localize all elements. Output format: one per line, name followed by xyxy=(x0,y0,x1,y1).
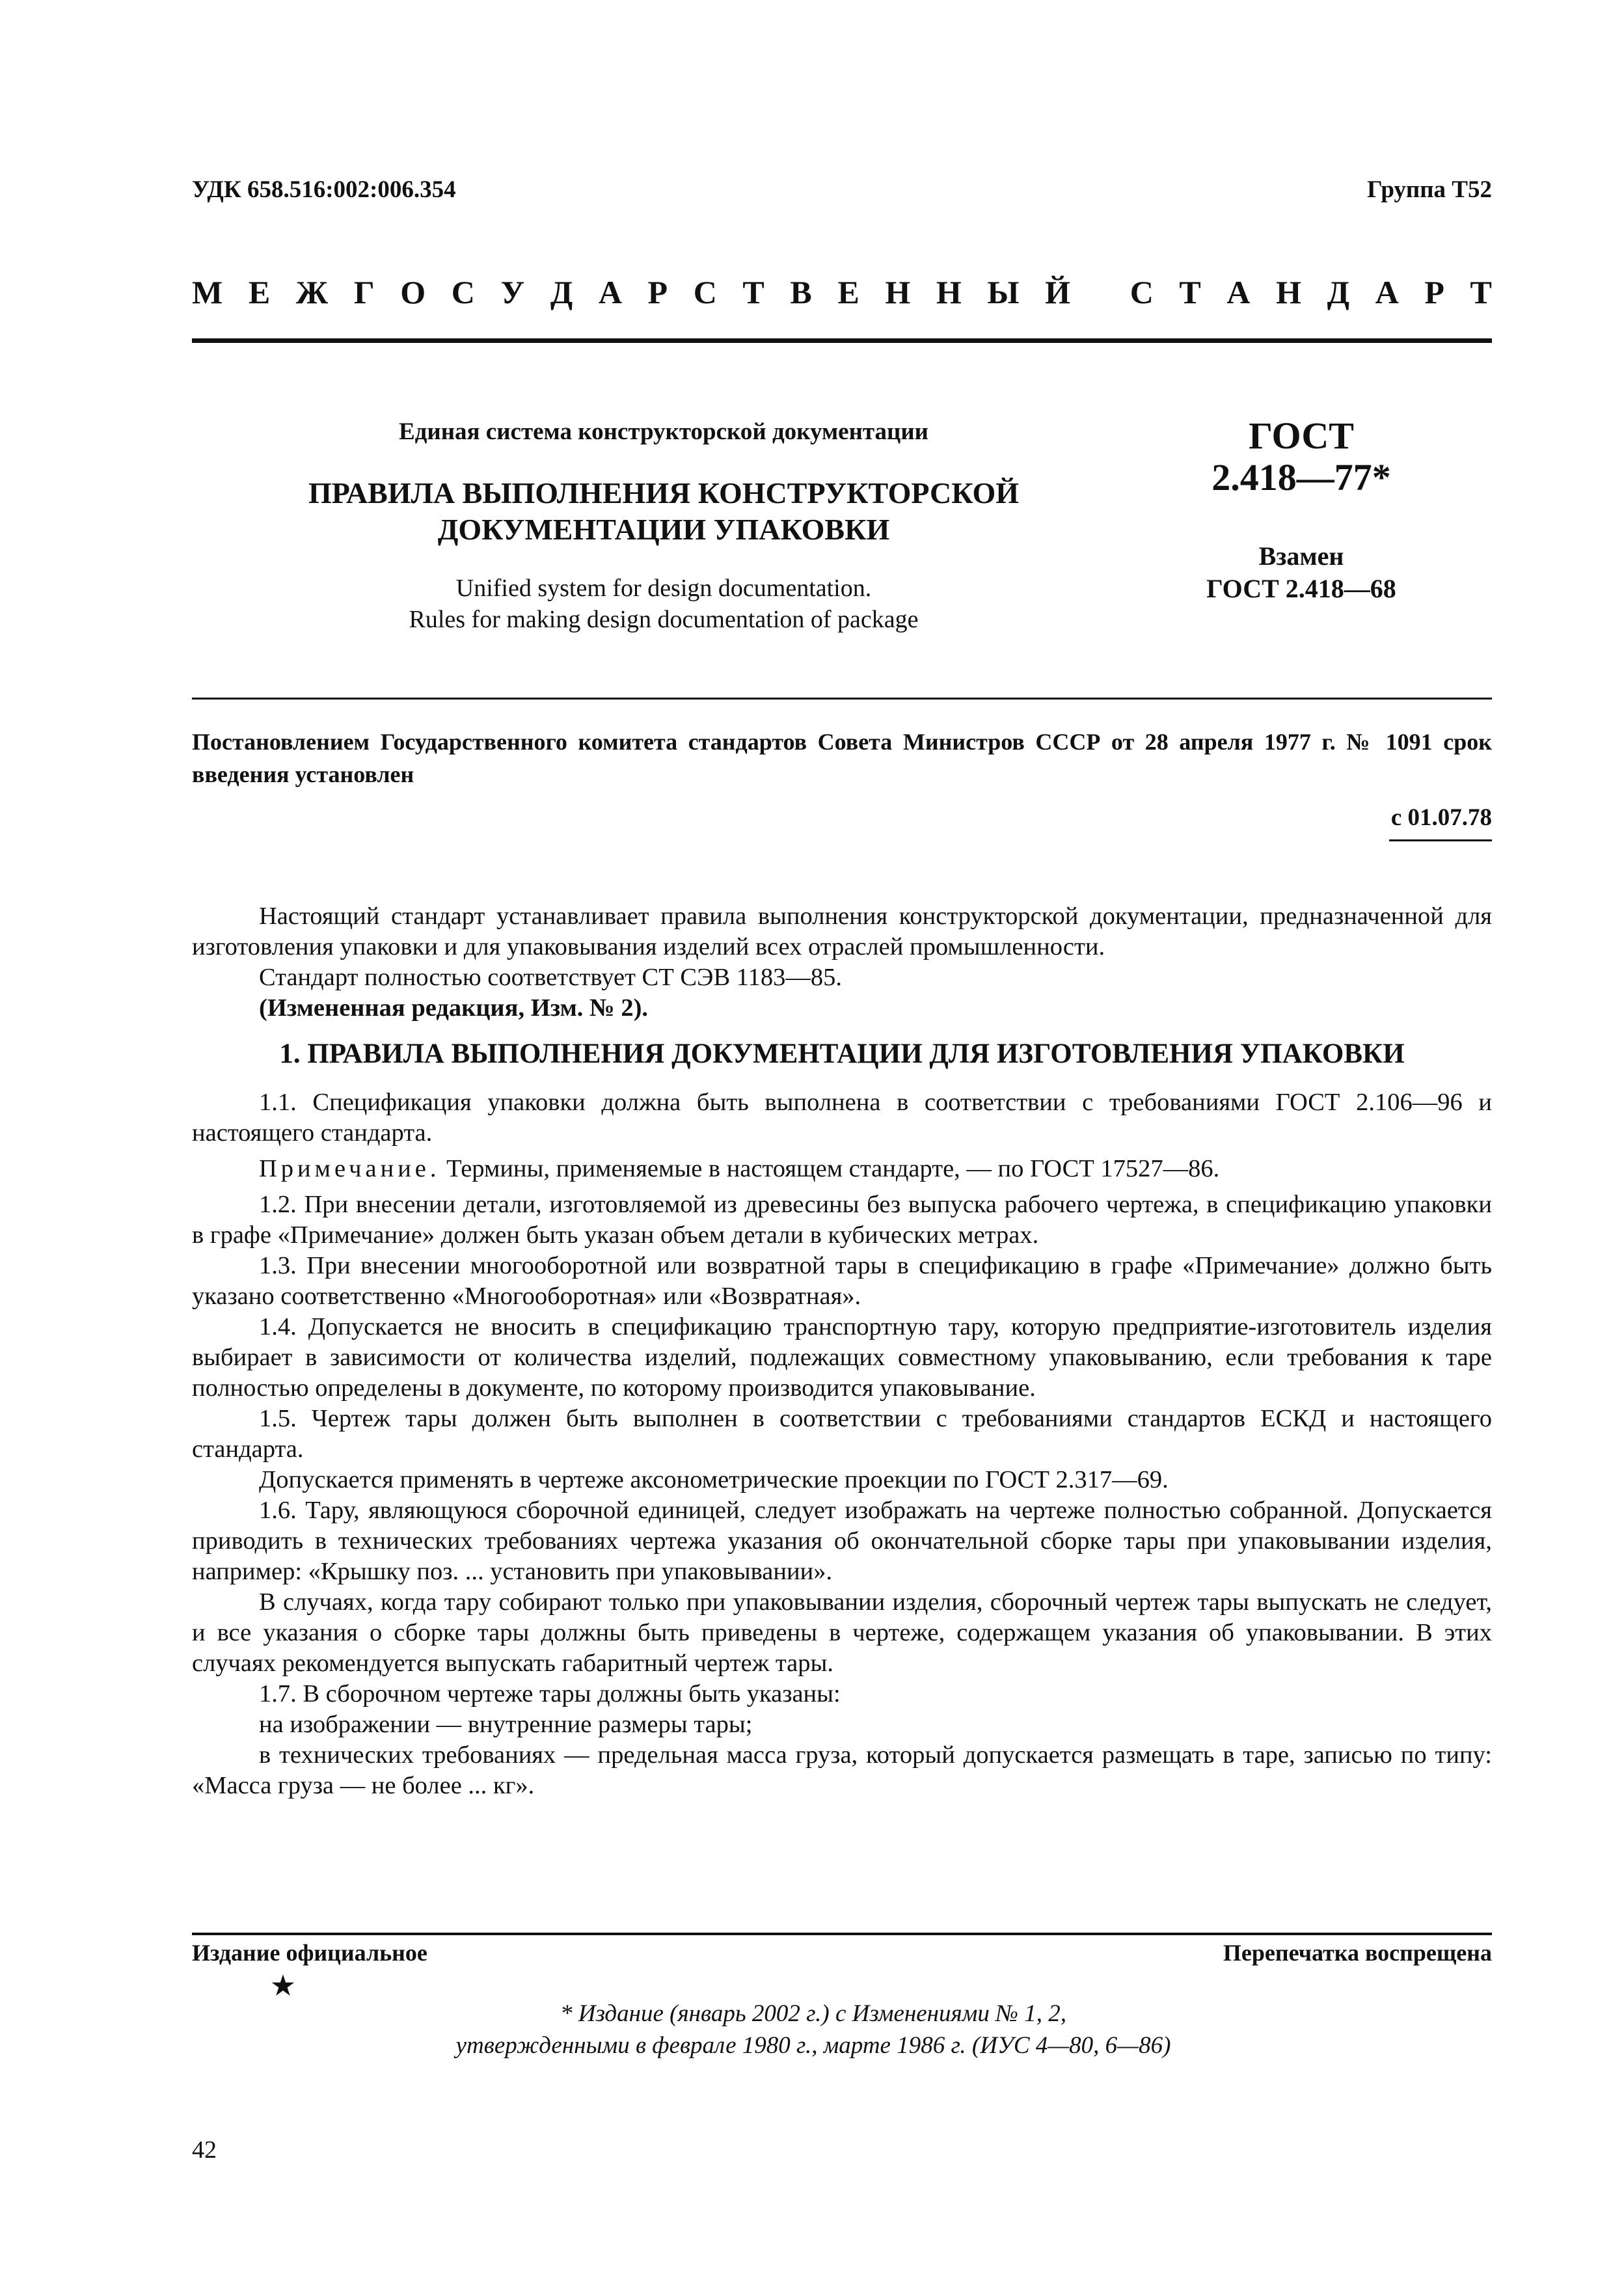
effective-date: с 01.07.78 xyxy=(1390,804,1492,831)
gost-label: ГОСТ xyxy=(1249,415,1354,457)
banner-letter: В xyxy=(790,274,812,310)
banner-letter: М xyxy=(192,274,223,310)
banner-letter: С xyxy=(451,274,475,310)
banner-letter: Й xyxy=(1045,274,1070,310)
banner-letter: А xyxy=(598,274,622,310)
clause-1-1: 1.1. Спецификация упаковки должна быть выполнена в соответствии с требованиями ГОСТ 2.106—96 и настоящего стандарта. xyxy=(192,1089,1492,1147)
banner-letter: Н xyxy=(936,274,962,310)
banner-letter: С xyxy=(1130,274,1154,310)
clause-1-5-b: Допускается применять в чертеже аксонометрические проекции по ГОСТ 2.317—69. xyxy=(259,1466,1169,1493)
banner-letter: Т xyxy=(1470,274,1492,310)
banner-letter: Р xyxy=(1424,274,1444,310)
banner-letter: Е xyxy=(837,274,859,310)
clause-1-2: 1.2. При внесении детали, изготовляемой из древесины без выпуска рабочего чертежа, в спецификацию упаковки в графе «Примечание» должен быть указан объем детали в кубических метрах. xyxy=(192,1191,1492,1249)
star-mark: ★ xyxy=(271,1971,295,2000)
clause-1-5: 1.5. Чертеж тары должен быть выполнен в соответствии с требованиями стандартов ЕСКД и настоящего стандарта. xyxy=(192,1405,1492,1463)
note-text: Термины, применяемые в настоящем стандарте, — по ГОСТ 17527—86. xyxy=(440,1155,1220,1182)
interstate-standard-banner xyxy=(192,273,1492,311)
banner-letter: А xyxy=(1375,274,1399,310)
banner-letter: Н xyxy=(885,274,911,310)
banner-letter: У xyxy=(500,274,525,310)
clause-1-7-a: на изображении — внутренние размеры тары; xyxy=(259,1711,753,1738)
clause-1-6-b: В случаях, когда тару собирают только при упаковывании изделия, сборочный чертеж тары выпускать не следует, и все указания о сборке тары должны быть приведены в чертеже, содержащем указания об упаковывании. В этих случаях рекомендуется выпускать габаритный чертеж тары. xyxy=(192,1588,1492,1677)
gost-designation xyxy=(1171,415,1431,498)
footnote-line-2: утвержденными в феврале 1980 г., марте 1986 г. (ИУС 4—80, 6—86) xyxy=(455,2032,1171,2059)
banner-rule xyxy=(192,338,1492,343)
note-label: Примечание. xyxy=(259,1155,440,1182)
document-title xyxy=(254,475,1074,548)
banner-letter: Н xyxy=(1276,274,1302,310)
banner-letter: Т xyxy=(742,274,765,310)
banner-letter: Ж xyxy=(295,274,329,310)
official-edition: Издание официальное xyxy=(192,1940,427,1966)
english-title xyxy=(273,573,1054,635)
replace-number: ГОСТ 2.418—68 xyxy=(1206,574,1396,603)
group-code: Группа Т52 xyxy=(1367,176,1492,203)
page-number: 42 xyxy=(192,2136,217,2164)
edition-footnote xyxy=(325,1998,1301,2061)
intro-paragraph: Настоящий стандарт устанавливает правила выполнения конструкторской документации, предназначенной для изготовления упаковки и для упаковывания изделий всех отраслей промышленности. xyxy=(192,903,1492,960)
footer-rule xyxy=(192,1933,1492,1935)
banner-letter: Д xyxy=(1327,274,1350,310)
banner-letter: Е xyxy=(248,274,271,310)
clause-1-6: 1.6. Тару, являющуюся сборочной единицей, следует изображать на чертеже полностью собранной. Допускается приводить в технических требованиях чертежа указания об окончательной сборке тары при упаковывании изделия, например: «Крышку поз. ... установить при упаковывании». xyxy=(192,1497,1492,1585)
system-name: Единая система конструкторской документации xyxy=(399,418,928,445)
banner-letter: А xyxy=(1226,274,1251,310)
banner-letter xyxy=(1096,273,1105,311)
clause-1-7-b: в технических требованиях — предельная масса груза, который допускается размещать в таре, записью по типу: «Масса груза — не более ... кг». xyxy=(192,1741,1492,1799)
intro-compliance: Стандарт полностью соответствует СТ СЭВ 1183—85. xyxy=(259,964,842,991)
clause-note xyxy=(192,1154,1492,1184)
reprint-prohibited: Перепечатка воспрещена xyxy=(1223,1940,1492,1966)
banner-letter: О xyxy=(400,274,426,310)
title-line-2: ДОКУМЕНТАЦИИ УПАКОВКИ xyxy=(437,513,890,546)
banner-letter: С xyxy=(693,274,717,310)
replaces-block xyxy=(1171,540,1431,605)
clause-1-7: 1.7. В сборочном чертеже тары должны быть указаны: xyxy=(259,1680,841,1707)
gost-number: 2.418—77* xyxy=(1211,456,1391,498)
clause-1-4: 1.4. Допускается не вносить в спецификацию транспортную тару, которую предприятие-изготовитель изделия выбирает в зависимости от количества изделий, подлежащих совместному упаковыванию, если требования к таре полностью определены в документе, по которому производится упаковывание. xyxy=(192,1313,1492,1402)
english-title-line-1: Unified system for design documentation. xyxy=(455,575,872,602)
document-body xyxy=(192,901,1492,1801)
banner-letter: Т xyxy=(1179,274,1201,310)
section-1-heading: 1. ПРАВИЛА ВЫПОЛНЕНИЯ ДОКУМЕНТАЦИИ ДЛЯ ИЗГОТОВЛЕНИЯ УПАКОВКИ xyxy=(279,1039,1405,1069)
banner-letter: Р xyxy=(647,274,668,310)
intro-amendment: (Измененная редакция, Изм. № 2). xyxy=(259,994,649,1022)
banner-letter: Д xyxy=(550,274,573,310)
replace-label: Взамен xyxy=(1258,541,1344,571)
clause-1-3: 1.3. При внесении многооборотной или возвратной тары в спецификацию в графе «Примечание» должно быть указано соответственно «Многооборотная» или «Возвратная». xyxy=(192,1252,1492,1310)
banner-letter: Ы xyxy=(987,274,1020,310)
english-title-line-2: Rules for making design documentation of package xyxy=(409,606,919,633)
decree-text: Постановлением Государственного комитета стандартов Совета Министров СССР от 28 апреля 1977 г. № 1091 срок введения установлен xyxy=(192,729,1492,787)
footnote-line-1: * Издание (январь 2002 г.) с Изменениями № 1, 2, xyxy=(560,2000,1066,2027)
udk-code: УДК 658.516:002:006.354 xyxy=(192,176,456,203)
title-line-1: ПРАВИЛА ВЫПОЛНЕНИЯ КОНСТРУКТОРСКОЙ xyxy=(308,476,1020,510)
banner-letter: Г xyxy=(353,274,375,310)
title-block-rule xyxy=(192,698,1492,700)
date-underline xyxy=(1389,839,1492,841)
